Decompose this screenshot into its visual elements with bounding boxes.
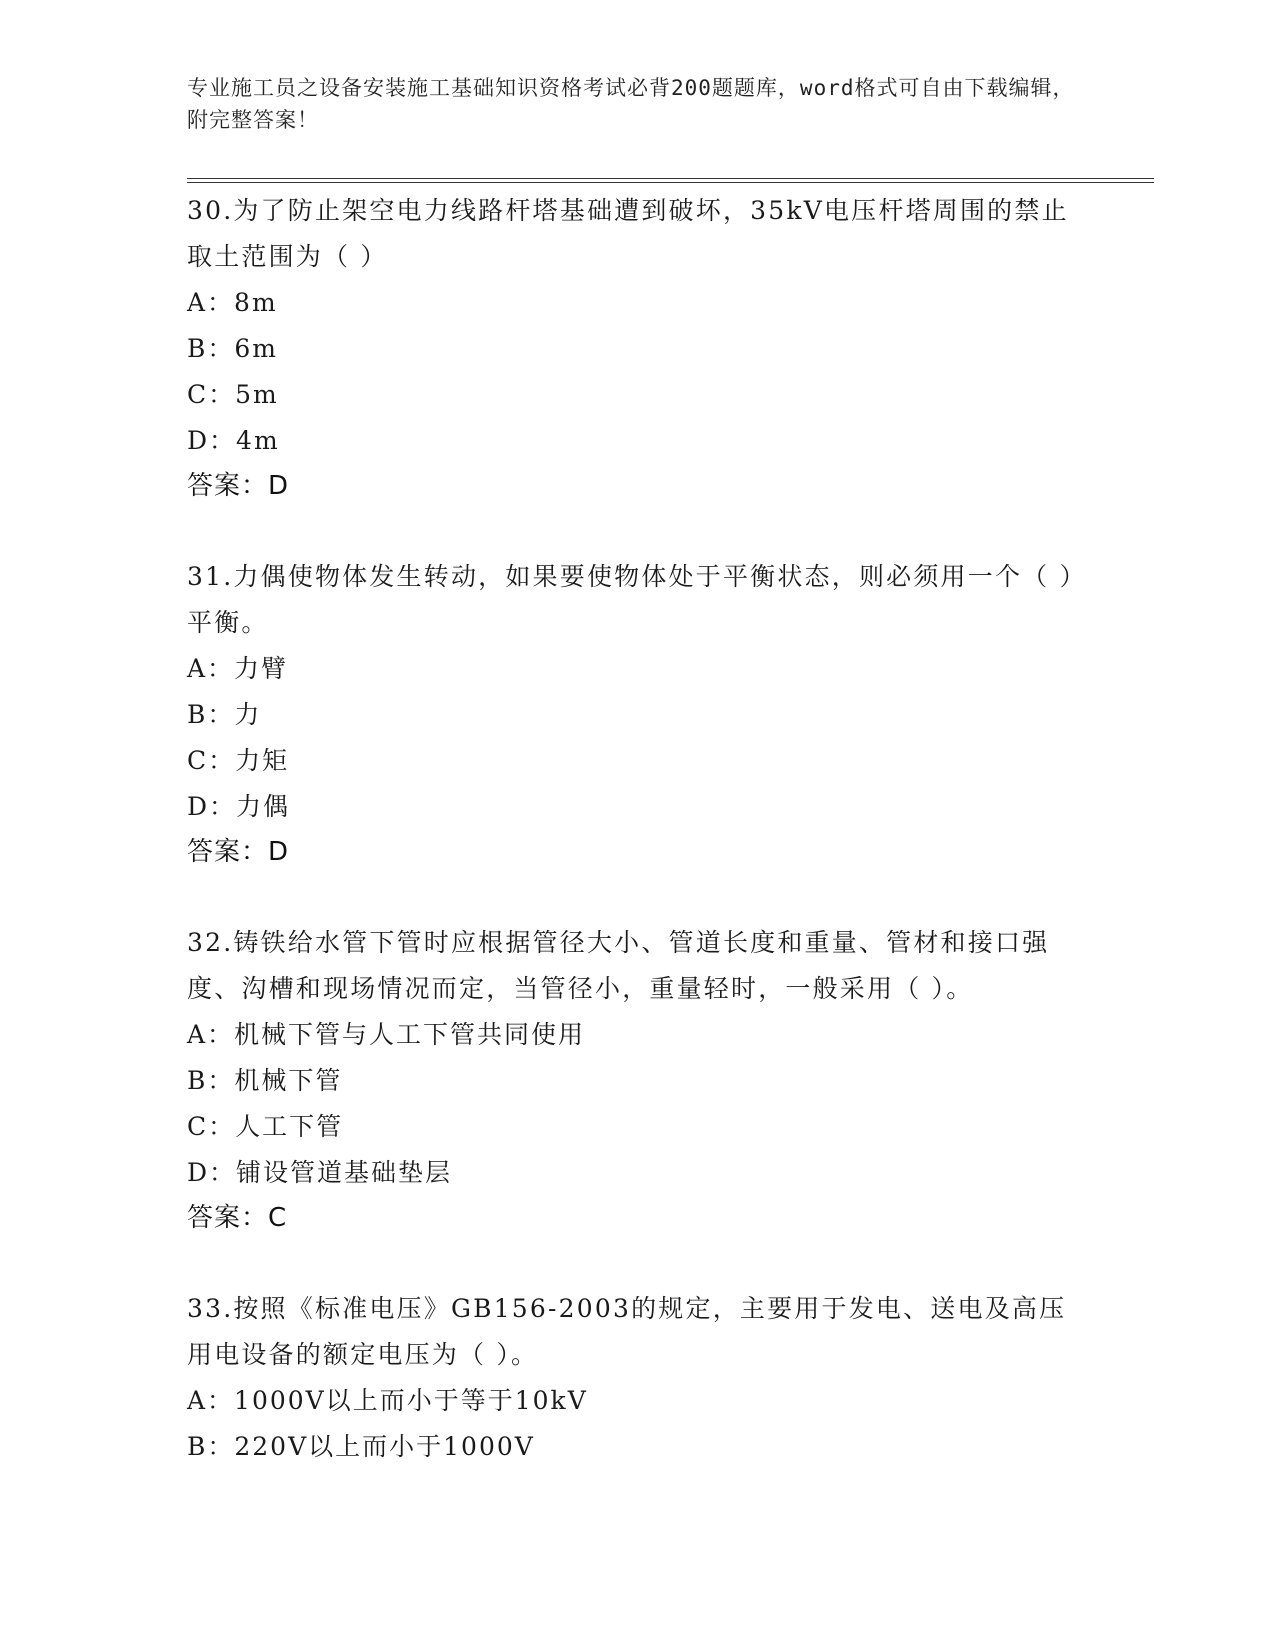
option-c: C：5m bbox=[187, 380, 279, 409]
question-stem: 33.按照《标准电压》GB156-2003的规定，主要用于发电、送电及高压用电设备的额定电压为（ ）。 bbox=[187, 1294, 1067, 1369]
document-header: 专业施工员之设备安装施工基础知识资格考试必背200题题库，word格式可自由下载编辑，附完整答案！ bbox=[187, 76, 1075, 132]
question-stem: 31.力偶使物体发生转动，如果要使物体处于平衡状态，则必须用一个（ ）平衡。 bbox=[187, 562, 1087, 637]
option-b: B：机械下管 bbox=[187, 1066, 343, 1095]
option-d: D：4m bbox=[187, 426, 280, 455]
option-c: C：力矩 bbox=[187, 746, 290, 775]
question-33 bbox=[187, 1286, 1087, 1470]
question-stem: 32.铸铁给水管下管时应根据管径大小、管道长度和重量、管材和接口强度、沟槽和现场情况而定，当管径小，重量轻时，一般采用（ ）。 bbox=[187, 928, 1050, 1003]
option-a: A：8m bbox=[187, 288, 278, 317]
option-c: C：人工下管 bbox=[187, 1112, 344, 1141]
question-list bbox=[187, 188, 1087, 1470]
option-a: A：机械下管与人工下管共同使用 bbox=[187, 1020, 586, 1049]
question-stem: 30.为了防止架空电力线路杆塔基础遭到破坏，35kV电压杆塔周围的禁止取土范围为（ ） bbox=[187, 196, 1069, 271]
question-31 bbox=[187, 554, 1087, 920]
answer-line: 答案：D bbox=[187, 837, 290, 867]
answer-line: 答案：C bbox=[187, 1203, 288, 1233]
question-30 bbox=[187, 188, 1087, 554]
option-d: D：铺设管道基础垫层 bbox=[187, 1158, 453, 1187]
option-d: D：力偶 bbox=[187, 792, 291, 821]
answer-line: 答案：D bbox=[187, 471, 290, 501]
option-b: B：6m bbox=[187, 334, 278, 363]
option-a: A：力臂 bbox=[187, 654, 289, 683]
option-b: B：220V以上而小于1000V bbox=[187, 1432, 535, 1461]
header-divider bbox=[187, 178, 1154, 183]
option-a: A：1000V以上而小于等于10kV bbox=[187, 1386, 588, 1415]
option-b: B：力 bbox=[187, 700, 262, 729]
question-32 bbox=[187, 920, 1087, 1286]
